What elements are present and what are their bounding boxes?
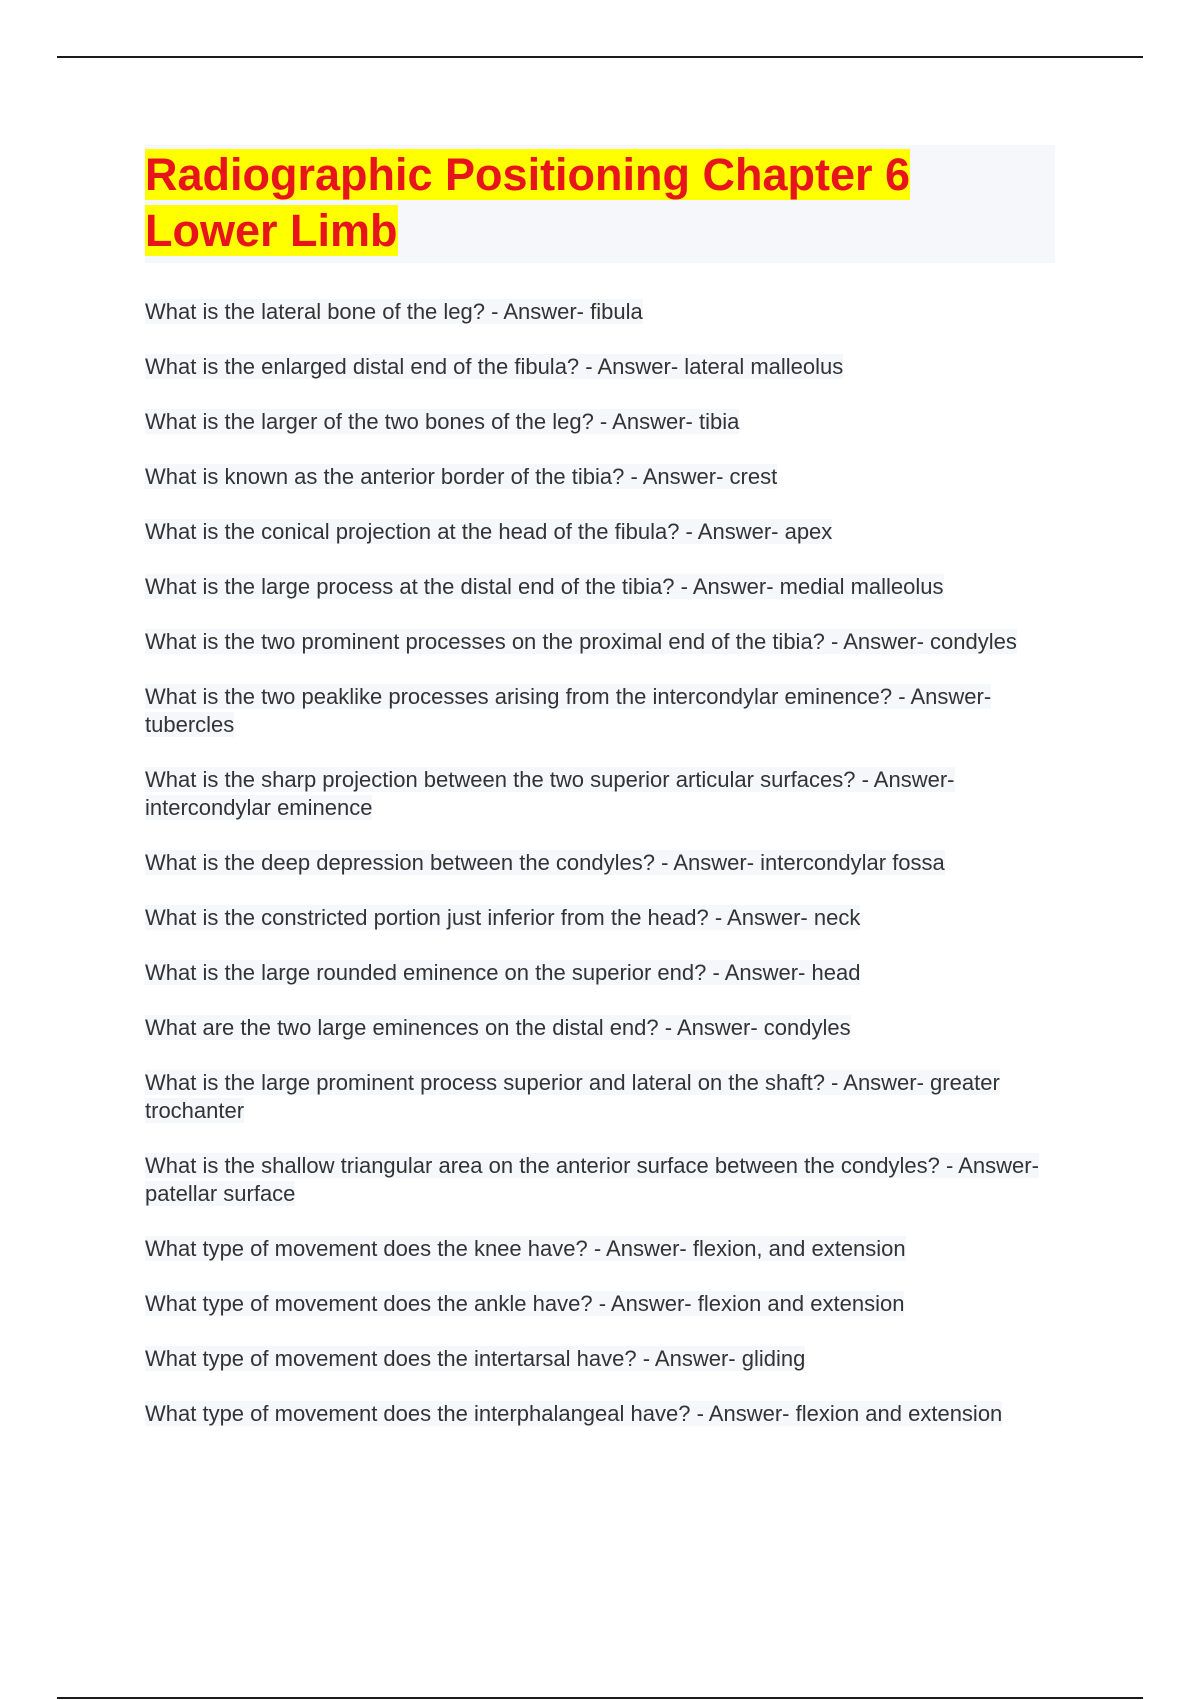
- qa-item: What is the lateral bone of the leg? - Answer- fibula: [145, 299, 643, 324]
- qa-item: What type of movement does the intertarsal have? - Answer- gliding: [145, 1346, 806, 1371]
- qa-item: What type of movement does the ankle have? - Answer- flexion and extension: [145, 1291, 905, 1316]
- qa-item: What type of movement does the knee have? - Answer- flexion, and extension: [145, 1236, 906, 1261]
- qa-item: What type of movement does the interphalangeal have? - Answer- flexion and extension: [145, 1401, 1003, 1426]
- qa-item: What is the larger of the two bones of the leg? - Answer- tibia: [145, 409, 740, 434]
- qa-item: What is the shallow triangular area on the anterior surface between the condyles? - Answer- patellar surface: [145, 1153, 1039, 1206]
- document-title: [145, 147, 1055, 259]
- top-rule: [57, 56, 1143, 58]
- qa-item: What is the two prominent processes on the proximal end of the tibia? - Answer- condyles: [145, 629, 1017, 654]
- qa-list: [145, 298, 1055, 1455]
- qa-item: What is the large process at the distal end of the tibia? - Answer- medial malleolus: [145, 574, 944, 599]
- qa-item: What are the two large eminences on the distal end? - Answer- condyles: [145, 1015, 851, 1040]
- qa-item: What is the two peaklike processes arising from the intercondylar eminence? - Answer- tubercles: [145, 684, 992, 737]
- qa-item: What is the constricted portion just inferior from the head? - Answer- neck: [145, 905, 861, 930]
- title-line-2: Lower Limb: [145, 205, 398, 256]
- qa-item: What is known as the anterior border of the tibia? - Answer- crest: [145, 464, 778, 489]
- document-title-block: [145, 145, 1055, 263]
- qa-item: What is the enlarged distal end of the fibula? - Answer- lateral malleolus: [145, 354, 844, 379]
- bottom-rule: [57, 1697, 1143, 1699]
- qa-item: What is the conical projection at the head of the fibula? - Answer- apex: [145, 519, 833, 544]
- qa-item: What is the large prominent process superior and lateral on the shaft? - Answer- greater trochanter: [145, 1070, 1000, 1123]
- qa-item: What is the large rounded eminence on the superior end? - Answer- head: [145, 960, 861, 985]
- qa-item: What is the sharp projection between the two superior articular surfaces? - Answer- intercondylar eminence: [145, 767, 955, 820]
- qa-item: What is the deep depression between the condyles? - Answer- intercondylar fossa: [145, 850, 945, 875]
- title-line-1: Radiographic Positioning Chapter 6: [145, 149, 911, 200]
